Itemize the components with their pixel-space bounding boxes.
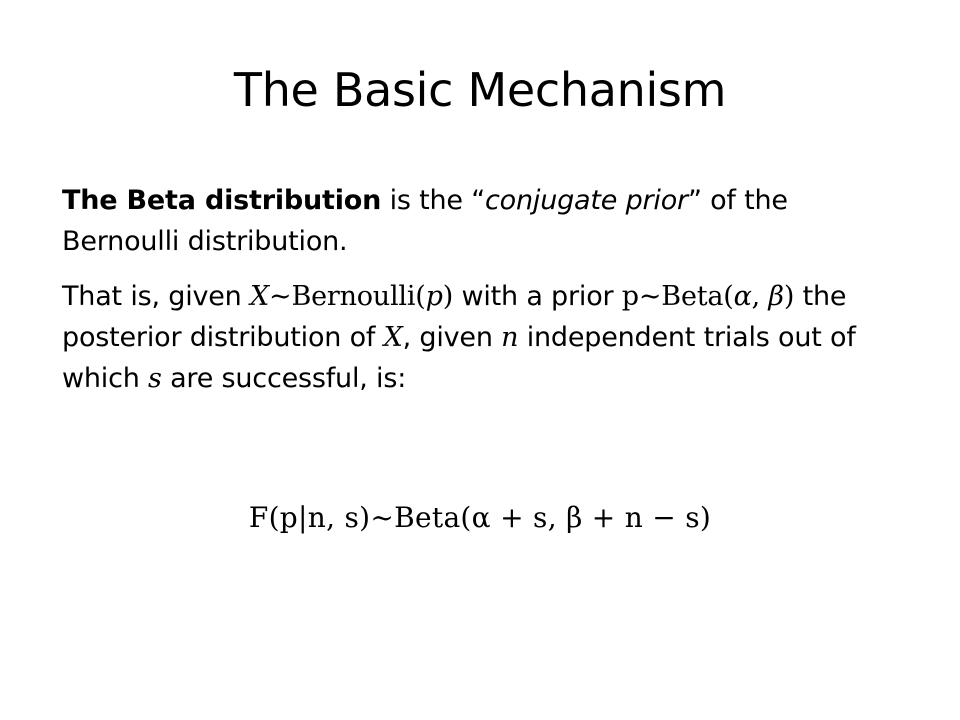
- text-segment: are successful, is:: [161, 363, 407, 394]
- math-beta-prior: p~Beta(: [621, 281, 734, 312]
- math-variable-n: n: [501, 322, 519, 353]
- math-variable-p: p: [425, 281, 443, 312]
- math-paren: ): [442, 281, 454, 312]
- slide-title: The Basic Mechanism: [233, 63, 727, 117]
- math-variable-s: s: [148, 363, 162, 394]
- bold-term: The Beta distribution: [62, 185, 382, 216]
- italic-term: conjugate prior: [485, 185, 688, 216]
- math-paren: ): [783, 281, 795, 312]
- text-segment: with a prior: [453, 281, 622, 312]
- text-segment: is the “: [381, 185, 486, 216]
- math-bernoulli: ~Bernoulli(: [269, 281, 426, 312]
- text-segment: the posterior distribution of: [62, 281, 847, 353]
- math-variable-x: X: [383, 322, 403, 353]
- slide-body: [62, 180, 902, 399]
- math-alpha: α: [733, 281, 752, 312]
- math-variable-x: X: [249, 281, 270, 312]
- text-segment: , given: [402, 322, 502, 353]
- text-segment: ” of the Bernoulli distribution.: [62, 185, 788, 257]
- math-beta: β: [768, 281, 784, 312]
- posterior-formula: F(p|n, s)~Beta(α + s, β + n − s): [248, 501, 712, 534]
- text-segment: That is, given: [62, 281, 250, 312]
- paragraph-posterior: [62, 276, 902, 399]
- math-comma: ,: [751, 281, 769, 312]
- paragraph-beta-conjugate: [62, 180, 902, 262]
- text-segment: independent trials out of which: [62, 322, 856, 394]
